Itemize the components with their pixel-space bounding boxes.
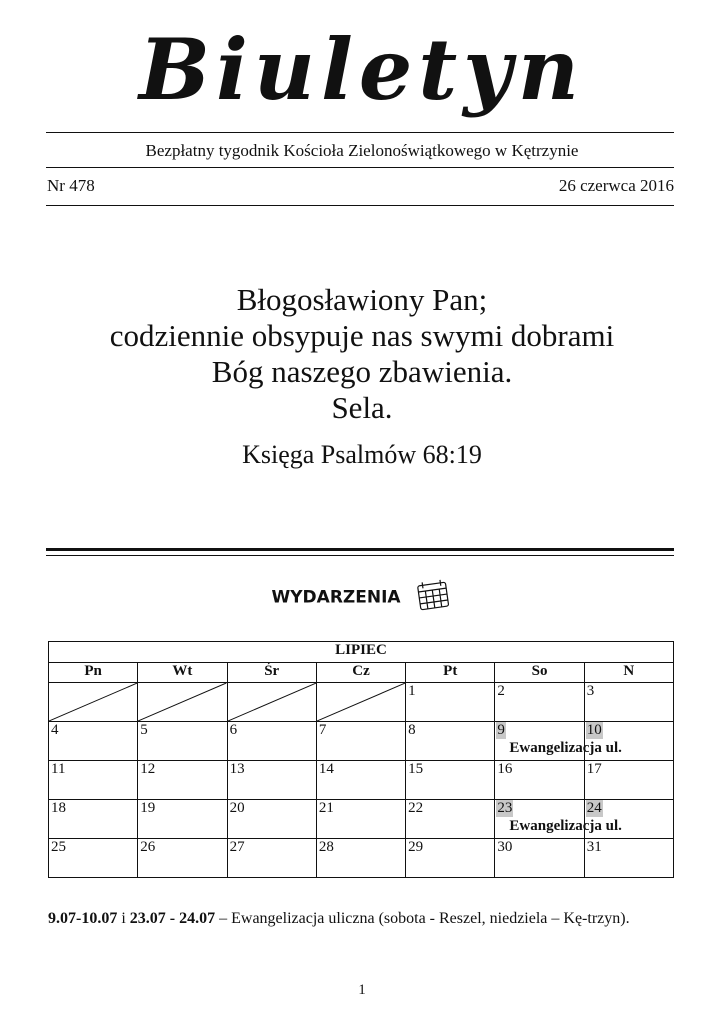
day-cell — [49, 800, 138, 839]
day-cell — [316, 839, 405, 878]
section-divider-thick — [46, 548, 674, 551]
day-number: 12 — [140, 761, 156, 777]
calendar-table — [48, 641, 674, 878]
events-heading-text: WYDARZENIA — [271, 587, 401, 608]
day-cell — [49, 839, 138, 878]
day-cell — [406, 722, 495, 761]
empty-day-cell — [138, 683, 227, 722]
weekday-header: So — [495, 663, 584, 683]
weekday-header: Cz — [316, 663, 405, 683]
day-number: 30 — [497, 839, 513, 855]
day-number: 13 — [229, 761, 245, 777]
day-number: 21 — [318, 800, 334, 816]
day-number-highlighted: 24 — [586, 800, 602, 816]
day-number-highlighted: 10 — [586, 722, 602, 738]
day-number: 15 — [408, 761, 424, 777]
day-number: 22 — [408, 800, 424, 816]
day-cell — [138, 800, 227, 839]
day-cell — [406, 839, 495, 878]
day-cell — [495, 683, 584, 722]
section-divider-thin — [46, 555, 674, 556]
events-heading — [0, 578, 724, 617]
day-cell — [49, 761, 138, 800]
empty-day-cell — [227, 683, 316, 722]
day-cell — [316, 761, 405, 800]
day-number: 25 — [51, 839, 66, 855]
day-cell — [138, 722, 227, 761]
weekday-header: Pt — [406, 663, 495, 683]
weekday-header: Śr — [227, 663, 316, 683]
day-cell — [49, 722, 138, 761]
weekday-header: Pn — [49, 663, 138, 683]
verse-line: Błogosławiony Pan; — [236, 282, 488, 317]
day-cell — [227, 722, 316, 761]
calendar-week — [49, 722, 674, 761]
day-cell — [406, 800, 495, 839]
calendar-icon — [413, 578, 453, 617]
day-number: 5 — [140, 722, 148, 738]
footnote-dates-2: 23.07 - 24.07 — [129, 910, 216, 927]
issue-number: Nr 478 — [47, 176, 95, 195]
verse-reference: Księga Psalmów 68:19 — [242, 440, 482, 469]
day-number: 18 — [51, 800, 66, 816]
header-rule-top — [46, 132, 674, 133]
day-cell — [227, 800, 316, 839]
day-cell — [316, 722, 405, 761]
events-footnote — [48, 907, 674, 931]
day-cell — [227, 839, 316, 878]
day-number: 17 — [586, 761, 602, 777]
day-cell — [138, 761, 227, 800]
day-number: 14 — [318, 761, 334, 777]
footnote-connector: i — [117, 910, 130, 927]
verse-line: Bóg naszego zbawienia. — [211, 354, 513, 389]
day-cell — [495, 839, 584, 878]
day-number: 2 — [497, 683, 505, 699]
day-number: 26 — [140, 839, 156, 855]
verse-line: codziennie obsypuje nas swymi dobrami — [109, 318, 615, 353]
day-number: 27 — [229, 839, 245, 855]
day-cell-event — [584, 800, 673, 839]
footnote-text: – Ewangelizacja uliczna (sobota - Reszel, niedziela – Kę-trzyn). — [215, 910, 630, 927]
day-number-highlighted: 23 — [497, 800, 513, 816]
event-label: Ewangelizacja ul. — [509, 818, 622, 834]
calendar-week — [49, 839, 674, 878]
day-number: 28 — [318, 839, 334, 855]
day-cell — [406, 683, 495, 722]
day-number: 1 — [408, 683, 416, 699]
day-number: 11 — [51, 761, 66, 777]
day-cell — [406, 761, 495, 800]
header-rule-bottom — [46, 205, 674, 206]
day-cell — [584, 761, 673, 800]
header-rule-middle — [46, 167, 674, 168]
day-number: 7 — [318, 722, 327, 738]
day-cell-event — [584, 722, 673, 761]
empty-day-cell — [316, 683, 405, 722]
calendar-week — [49, 683, 674, 722]
weekday-header: N — [584, 663, 673, 683]
day-number-highlighted: 9 — [497, 722, 505, 738]
issue-date: 26 czerwca 2016 — [558, 176, 674, 195]
day-number: 29 — [408, 839, 424, 855]
day-number: 8 — [408, 722, 416, 738]
weekday-header: Wt — [138, 663, 227, 683]
day-number: 31 — [586, 839, 602, 855]
event-label: Ewangelizacja ul. — [509, 740, 622, 756]
verse-line: Sela. — [331, 390, 393, 425]
day-number: 6 — [229, 722, 238, 738]
day-cell — [584, 683, 673, 722]
calendar-month: LIPIEC — [49, 642, 674, 663]
day-cell — [495, 761, 584, 800]
masthead-title: Biuletyn — [138, 20, 585, 119]
day-number: 20 — [229, 800, 245, 816]
day-cell — [227, 761, 316, 800]
empty-day-cell — [49, 683, 138, 722]
day-cell — [316, 800, 405, 839]
day-cell — [138, 839, 227, 878]
day-number: 16 — [497, 761, 513, 777]
day-number: 4 — [51, 722, 59, 738]
calendar-week — [49, 800, 674, 839]
subtitle: Bezpłatny tygodnik Kościoła Zielonoświątkowego w Kętrzynie — [145, 141, 579, 160]
verse-block — [0, 282, 724, 426]
footnote-dates: 9.07-10.07 — [48, 910, 118, 927]
calendar-week — [49, 761, 674, 800]
day-number: 19 — [140, 800, 156, 816]
page-number: 1 — [358, 982, 366, 998]
day-cell — [584, 839, 673, 878]
day-number: 3 — [586, 683, 595, 699]
